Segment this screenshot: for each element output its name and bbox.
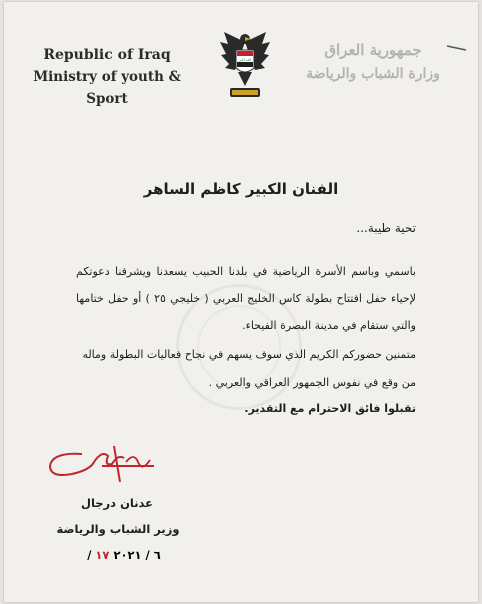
- addressee: الفنان الكبير كاظم الساهر: [143, 180, 339, 198]
- body-paragraph-1: باسمي وباسم الأسرة الرياضية في بلدنا الحبيب يسعدنا ويشرفنا دعوتكم لإحياء حفل افتتاح بطولة كاس الخليج العربي ( خليجي ٢٥ ) أو حفل ختامها والتي ستقام في مدينة البصرة الفيحاء.: [76, 265, 416, 332]
- arabic-header: [298, 38, 448, 86]
- signatory-name: عدنان درجال: [80, 496, 154, 510]
- svg-text:الله اكبر: الله اكبر: [239, 58, 251, 62]
- english-header-line1: Republic of Iraq: [43, 47, 171, 63]
- greeting: تحية طيبة...: [356, 221, 416, 235]
- english-header: [22, 44, 192, 110]
- arabic-header-line2: وزارة الشباب والرياضة: [306, 66, 440, 82]
- arabic-header-line1: جمهورية العراق: [324, 41, 422, 59]
- letter-date-day: ١٧: [95, 548, 110, 562]
- body-paragraph-2: متمنين حضوركم الكريم الذي سوف يسهم في نجاح فعاليات البطولة وماله من وقع في نفوس الجمهور العراقي والعربي .: [82, 348, 416, 389]
- handwritten-signature: [42, 432, 162, 492]
- signatory-title: وزير الشباب والرياضة: [56, 522, 180, 536]
- letter-date-rest: / ٦ / ٢٠٢١: [87, 548, 161, 562]
- english-header-line2: Ministry of youth & Sport: [33, 69, 181, 107]
- iraq-eagle-emblem-icon: [218, 28, 272, 104]
- letter-page: [4, 2, 478, 602]
- closing-line: تقبلوا فائق الاحترام مع التقدير.: [244, 402, 416, 415]
- letter-date: [74, 548, 174, 562]
- pen-mark-icon: [446, 44, 468, 52]
